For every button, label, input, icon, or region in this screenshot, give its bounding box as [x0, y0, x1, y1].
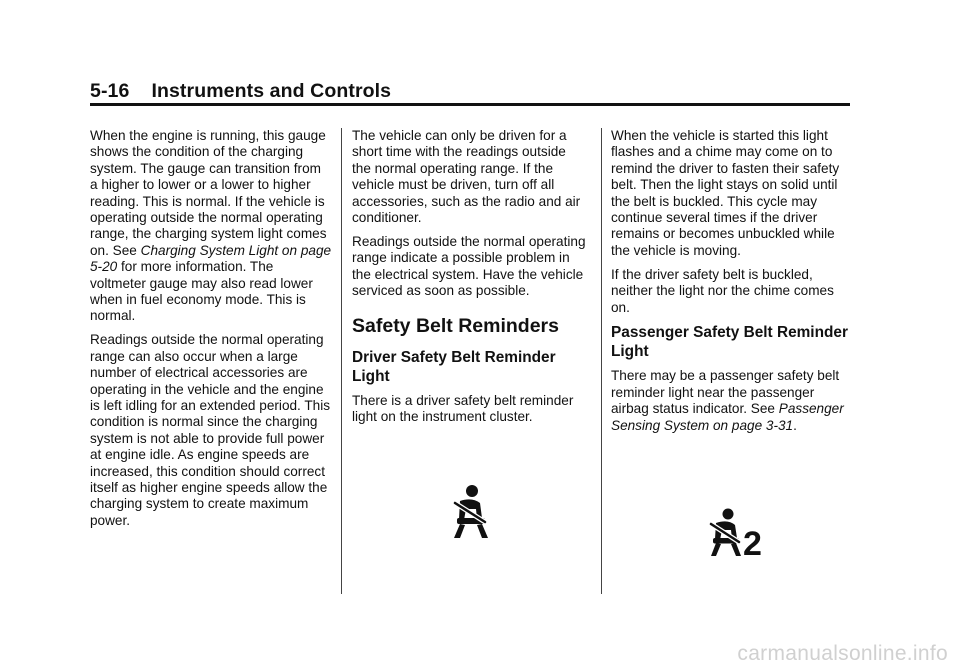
subsection-heading: Driver Safety Belt Reminder Light [352, 348, 556, 385]
paragraph: Readings outside the normal operating range indicate a possible problem in the electrical system. Have the vehicle serviced as soon as possible. [352, 233, 586, 299]
paragraph: The vehicle can only be driven for a short time with the readings outside the normal operating range. If the vehicle must be driven, turn off all accessories, such as the radio and air conditioner. [352, 128, 581, 226]
paragraph: If the driver safety belt is buckled, neither the light nor the chime comes on. [611, 266, 834, 315]
column-divider-1 [341, 128, 342, 594]
section-title: Instruments and Controls [151, 80, 392, 102]
cross-reference-link[interactable]: Passenger Sensing System on page 3-31 [611, 401, 844, 433]
paragraph: Readings outside the normal operating range can also occur when a large number of electrical accessories are operating in the vehicle and the engine is left idling for an extended period. This condition is normal since the charging system is not able to provide full power at engine idle. As engine speeds are increased, this condition should correct itself as higher engine speeds allow the charging system to create maximum power. [90, 332, 331, 528]
passenger-seatbelt-reminder-icon [704, 508, 772, 558]
paragraph: There may be a passenger safety belt reminder light near the passenger airbag status indicator. See Passenger Sensing System on page 3-31. [611, 368, 844, 433]
subsection-heading: Passenger Safety Belt Reminder Light [611, 324, 848, 361]
paragraph: When the engine is running, this gauge shows the condition of the charging system. The gauge can transition from a higher to lower or a lower to higher reading. This is normal. If the vehicle is operating outside the normal operating range, the charging system light comes on. See Charging System Light on page 5-20 for more information. The voltmeter gauge may also read lower when in fuel economy mode. This is normal. [90, 128, 332, 324]
watermark: carmanualsonline.info [737, 642, 948, 665]
paragraph: There is a driver safety belt reminder light on the instrument cluster. [352, 392, 574, 424]
column-divider-2 [601, 128, 602, 594]
paragraph: When the vehicle is started this light flashes and a chime may come on to remind the driver to fasten their safety belt. Then the light stays on solid until the belt is buckled. This cycle may continue several times if the driver remains or becomes unbuckled while the vehicle is moving. [611, 128, 840, 258]
passenger-indicator-digit: 2 [743, 525, 762, 558]
section-heading: Safety Belt Reminders [352, 314, 559, 337]
driver-seatbelt-reminder-icon [446, 484, 496, 540]
header-rule [90, 103, 850, 106]
page-header [90, 80, 391, 103]
column-1 [90, 128, 332, 537]
page-number: 5-16 [90, 80, 130, 102]
column-3 [611, 128, 851, 442]
cross-reference-link[interactable]: Charging System Light on page 5-20 [90, 242, 332, 275]
column-2 [352, 128, 588, 433]
